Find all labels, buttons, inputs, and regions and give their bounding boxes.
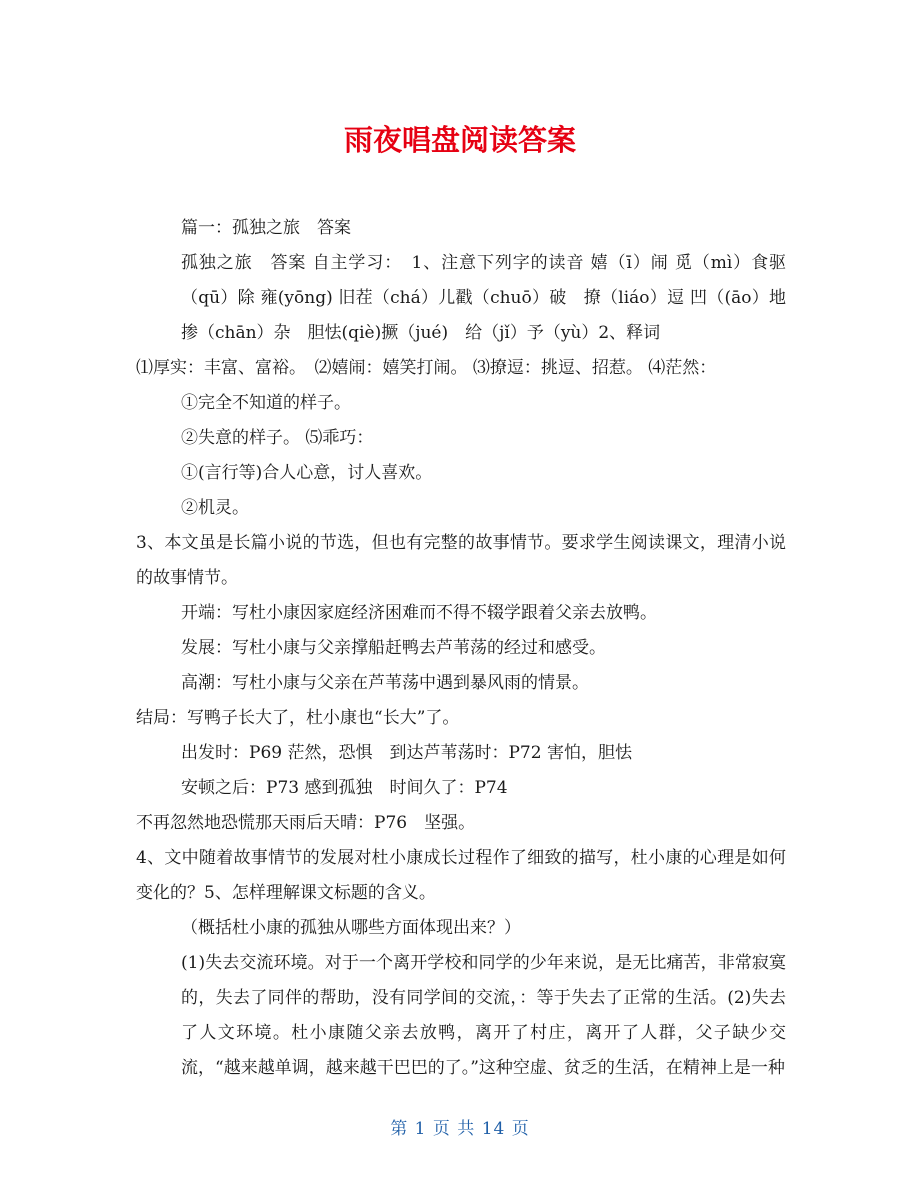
paragraph: ①(言行等)合人心意，讨人喜欢。 [181, 463, 433, 483]
paragraph: (1)失去交流环境。对于一个离开学校和同学的少年来说，是无比痛苦，非常寂寞的，失去了同伴的帮助，没有同学间的交流，：等于失去了正常的生活。(2)失去了人文环境。杜小康随父亲去放鸭，离开了村庄，离开了人群，父子缺少交流，“越来越单调，越来越干巴巴的了。”这种空虚、贫乏的生活，在精神上是一种 [181, 953, 786, 1078]
paragraph: ②机灵。 [181, 498, 249, 518]
paragraph: ⑴厚实：丰富、富裕。 ⑵嬉闹：嬉笑打闹。 ⑶撩逗：挑逗、招惹。 ⑷茫然： [136, 358, 717, 378]
paragraph: 3、本文虽是长篇小说的节选，但也有完整的故事情节。要求学生阅读课文，理清小说的故事情节。 [136, 533, 786, 588]
paragraph: 出发时：P69 茫然，恐惧 到达芦苇荡时：P72 害怕，胆怯 [181, 743, 632, 763]
paragraph: 篇一：孤独之旅 答案 [181, 218, 351, 238]
paragraph: 高潮：写杜小康与父亲在芦苇荡中遇到暴风雨的情景。 [181, 673, 589, 693]
paragraph: 孤独之旅 答案 自主学习： 1、注意下列字的读音 嬉（ī）闹 觅（mì）食驱（qū）除 雍(yōng) 旧茬（chá）儿戳（chuō）破 撩（liáo）逗 凹（(āo）地 掺（chān）杂 胆怯(qiè)撅（jué) 给（jǐ）予（yù）2、释词 [181, 253, 786, 343]
paragraph: 开端：写杜小康因家庭经济困难而不得不辍学跟着父亲去放鸭。 [181, 603, 657, 623]
paragraph: 结局：写鸭子长大了，杜小康也“长大”了。 [136, 708, 460, 728]
paragraph: 安顿之后：P73 感到孤独 时间久了：P74 [181, 778, 508, 798]
paragraph: （概括杜小康的孤独从哪些方面体现出来？） [181, 918, 521, 938]
paragraph: ①完全不知道的样子。 [181, 393, 351, 413]
paragraph: 4、文中随着故事情节的发展对杜小康成长过程作了细致的描写，杜小康的心理是如何变化的？5、怎样理解课文标题的含义。 [136, 848, 786, 903]
paragraph: 不再忽然地恐慌那天雨后天晴：P76 坚强。 [136, 813, 476, 833]
paragraph: 发展：写杜小康与父亲撑船赶鸭去芦苇荡的经过和感受。 [181, 638, 606, 658]
paragraph: ②失意的样子。 ⑸乖巧： [181, 428, 374, 448]
document-body [136, 211, 786, 1086]
page-title: 雨夜唱盘阅读答案 [343, 123, 576, 157]
page-number-footer: 第 1 页 共 14 页 [390, 1119, 530, 1139]
